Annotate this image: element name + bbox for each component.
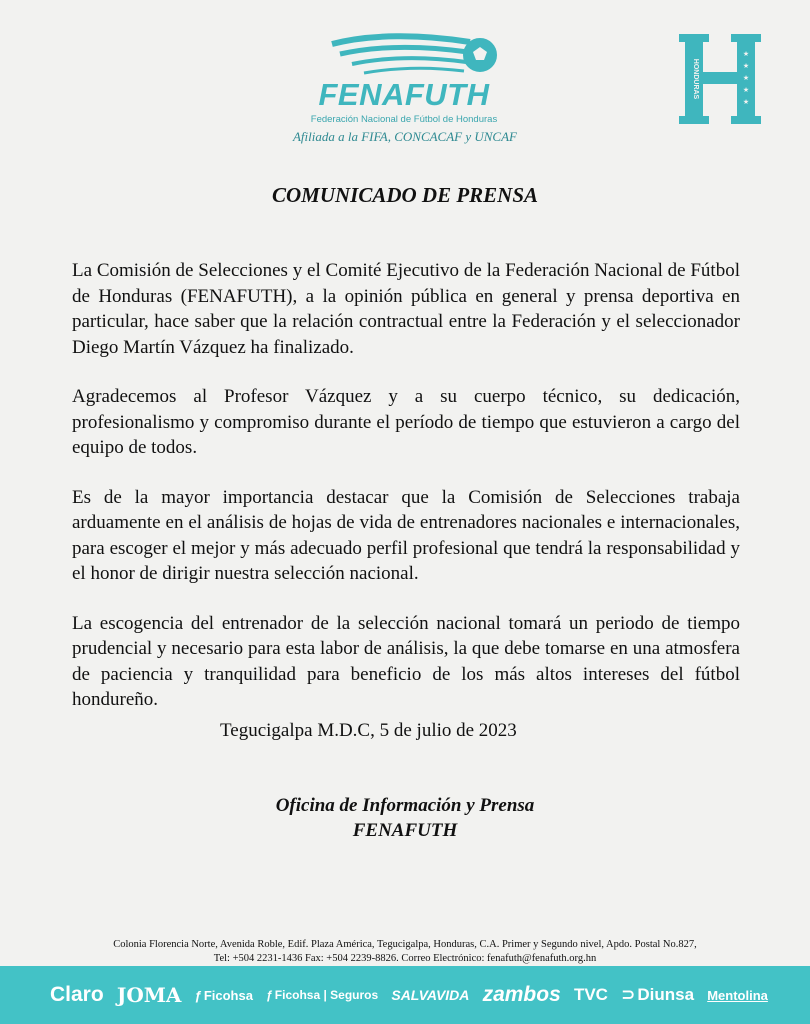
affiliation-text: Afiliada a la FIFA, CONCACAF y UNCAF [292, 129, 517, 144]
press-release-body [72, 258, 740, 737]
paragraph: Agradecemos al Profesor Vázquez y a su cuerpo técnico, su dedicación, profesionalismo y compromiso durante el período de tiempo que estuvieron a cargo del equipo de todos. [72, 386, 740, 458]
svg-text:★: ★ [742, 74, 750, 82]
footer-address [0, 938, 810, 966]
contact-line: Tel: +504 2231-1436 Fax: +504 2239-8826. Correo Electrónico: fenafuth@fenafuth.org.hn [213, 953, 597, 964]
sponsor-joma-logo: JOMA [116, 983, 182, 1007]
sponsor-claro-logo: Claro [50, 983, 104, 1006]
honduras-h-badge-icon [679, 34, 761, 124]
sponsor-zambos-logo: zambos [482, 983, 561, 1006]
svg-text:★: ★ [742, 98, 750, 106]
dateline: Tegucigalpa M.D.C, 5 de julio de 2023 [220, 720, 517, 741]
sponsor-mentolina-logo: Mentolina [707, 987, 768, 1003]
paragraph: La escogencia del entrenador de la selección nacional tomará un periodo de tiempo prudencial y necesario para esta labor de análisis, la que debe tomarse en una atmosfera de paciencia y tranquilidad para beneficio de los más altos intereses del fútbol hondureño. [72, 612, 740, 710]
svg-text:★: ★ [742, 62, 750, 70]
signature-organization: FENAFUTH [352, 820, 458, 841]
sponsor-tvc-logo: TVC [573, 985, 608, 1004]
ficohsa-f-icon: ƒ [194, 987, 202, 1003]
ficohsa-f-icon: ƒ [266, 988, 273, 1002]
paragraph: Es de la mayor importancia destacar que la Comisión de Selecciones trabaja arduamente en el análisis de hojas de vida de entrenadores nacionales e internacionales, para escoger el mejor y más adecuado perfil profesional que tendrá la responsabilidad y el honor de dirigir nuestra selección nacional. [72, 486, 740, 584]
sponsor-diunsa-logo: ⊃ Diunsa [621, 985, 695, 1004]
address-line: Colonia Florencia Norte, Avenida Roble, Edif. Plaza América, Tegucigalpa, Honduras, C.A. Primer y Segundo nivel, Apdo. Postal No.827, [113, 939, 697, 950]
logo-title: FENAFUTH [318, 77, 490, 112]
sponsor-ficohsa-seguros-logo: ƒ Ficohsa | Seguros [266, 988, 379, 1002]
press-release-headline: COMUNICADO DE PRENSA [271, 183, 539, 207]
svg-text:★: ★ [742, 86, 750, 94]
sponsor-salvavida-logo: SALVAVIDA [391, 987, 470, 1003]
signature-office: Oficina de Información y Prensa [275, 795, 535, 816]
svg-text:★: ★ [742, 50, 750, 58]
paragraph: La Comisión de Selecciones y el Comité Ejecutivo de la Federación Nacional de Fútbol de Honduras (FENAFUTH), a la opinión pública en general y prensa deportiva en particular, hace saber que la relación contractual entre la Federación y el seleccionador Diego Martín Vázquez ha finalizado. [72, 260, 740, 358]
fenafuth-logo [290, 30, 530, 150]
badge-vertical-text: HONDURAS [692, 58, 699, 100]
soccer-ball-swoosh-icon [330, 30, 500, 80]
diunsa-swoosh-icon: ⊃ [621, 985, 636, 1004]
sponsor-ficohsa-logo: ƒ Ficohsa [194, 987, 253, 1003]
logo-subtitle: Federación Nacional de Fútbol de Honduras [310, 114, 498, 125]
sponsor-bar [0, 966, 810, 1024]
